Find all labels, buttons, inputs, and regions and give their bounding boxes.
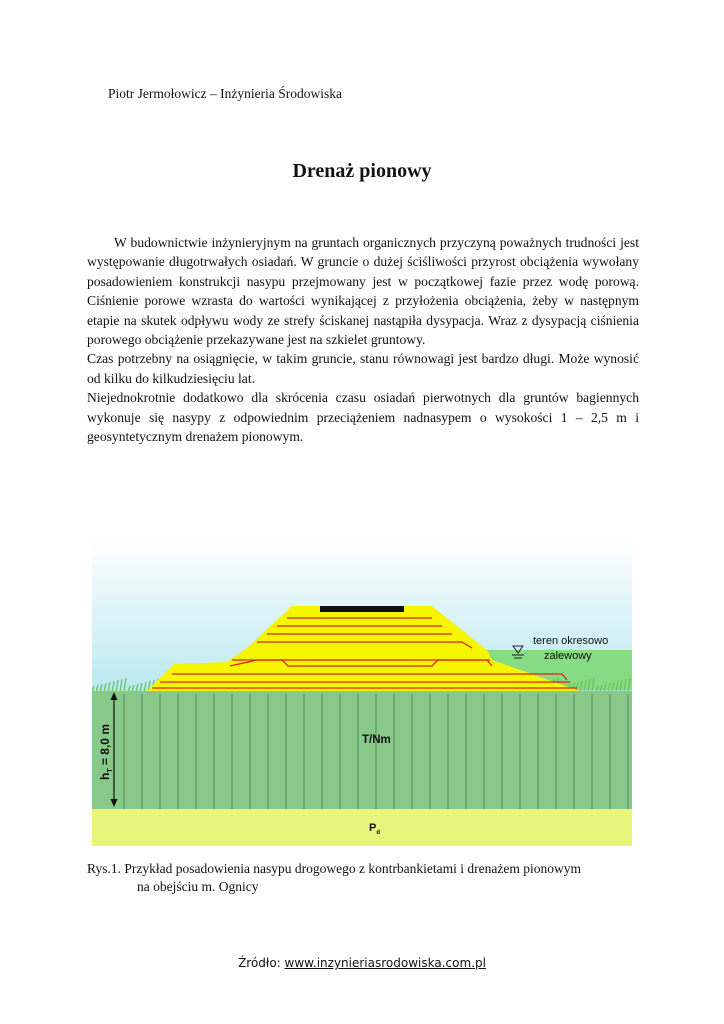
source-link[interactable]: www.inzynieriasrodowiska.com.pl bbox=[284, 956, 486, 970]
paragraph: Czas potrzebny na osiągnięcie, w takim gruncie, stanu równowagi jest bardzo długi. Może wynosić od kilku do kilkudziesięciu lat. bbox=[87, 351, 639, 386]
embankment-diagram bbox=[92, 538, 632, 846]
paragraph: Niejednokrotnie dodatkowo dla skrócenia czasu osiadań pierwotnych dla gruntów bagiennych wykonuje się nasypy z odpowiednim przeciążeniem nadnasypem o wysokości 1 – 2,5 m i geosyntetycznym drenażem pionowym. bbox=[87, 390, 639, 445]
body-text bbox=[87, 233, 639, 446]
sand-layer bbox=[92, 809, 632, 846]
peat-layer bbox=[92, 691, 632, 809]
paragraph: W budownictwie inżynieryjnym na gruntach organicznych przyczyną poważnych trudności jest występowanie długotrwałych osiadań. W gruncie o dużej ściśliwości przyrost obciążenia wywołany posadowieniem konstrukcji nasypu przejmowany jest w początkowej fazie przez wodę porową. Ciśnienie porowe wzrasta do wartości wynikającej z przyłożenia obciążenia, żeby w następnym etapie na skutek odpływu wody ze strefy ściskanej nastąpiła dysypacja. Wraz z dysypacją ciśnienia porowego obciążenie przekazywane jest na szkielet gruntowy. bbox=[87, 235, 639, 348]
caption-line-2: na obejściu m. Ognicy bbox=[137, 879, 259, 894]
soil-label: T/Nm bbox=[362, 734, 391, 746]
embankment-figure bbox=[92, 538, 632, 846]
source-prefix: Źródło: bbox=[238, 956, 285, 970]
page-title: Drenaż pionowy bbox=[292, 160, 432, 182]
base-label: $P_d$ bbox=[369, 822, 381, 836]
source-footer bbox=[0, 956, 724, 970]
flood-label-line1: teren okresowo bbox=[533, 635, 609, 647]
page-header: Piotr Jermołowicz – Inżynieria Środowiska bbox=[108, 86, 342, 101]
flood-label-line2: zalewowy bbox=[544, 650, 592, 662]
depth-label: $h_T = 8,0$ m bbox=[98, 724, 114, 780]
caption-line-1: Rys.1. Przykład posadowienia nasypu drogowego z kontrbankietami i drenażem pionowym bbox=[87, 861, 581, 876]
pavement bbox=[320, 606, 404, 612]
figure-caption bbox=[87, 860, 581, 896]
